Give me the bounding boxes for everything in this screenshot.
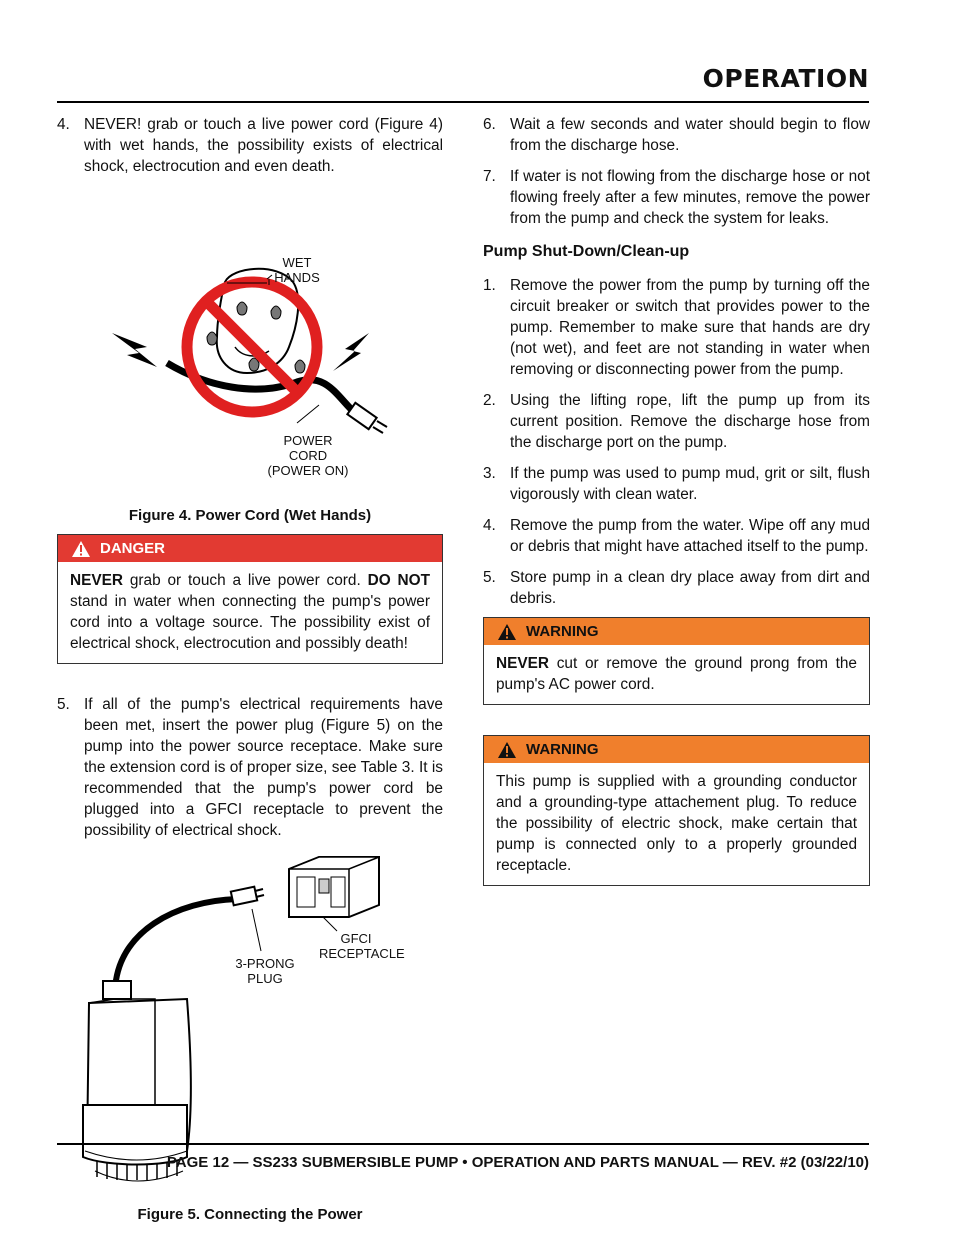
label-power-cord: POWER CORD (POWER ON) xyxy=(267,433,349,478)
figure5-caption: Figure 5. Connecting the Power xyxy=(137,1206,363,1223)
list-item: 2. Using the lifting rope, lift the pump up from its current position. Remove the discharge hose from the discharge port on the pump. xyxy=(483,392,870,451)
warning-box-ground-prong xyxy=(483,617,870,705)
danger-heading: DANGER xyxy=(100,540,166,557)
label-gfci-receptacle: GFCI RECEPTACLE xyxy=(319,931,405,961)
danger-header xyxy=(58,535,442,562)
figure4-caption: Figure 4. Power Cord (Wet Hands) xyxy=(128,507,372,524)
item-text: NEVER! grab or touch a live power cord (Figure 4) with wet hands, the possibility exists of electrical shock, electrocution and even death. xyxy=(84,116,443,175)
warning-triangle-icon xyxy=(498,624,516,640)
list-item: 4. Remove the pump from the water. Wipe off any mud or debris that might have attached itself to the pump. xyxy=(483,517,870,555)
warning-heading: WARNING xyxy=(526,741,599,758)
warning-header xyxy=(484,736,869,763)
header-rule xyxy=(57,101,869,103)
warning-text: NEVER cut or remove the ground prong from the pump's AC power cord. xyxy=(496,655,857,693)
warning-triangle-icon xyxy=(498,742,516,758)
label-3-prong-plug: 3-PRONG PLUG xyxy=(235,956,295,986)
footer-rule xyxy=(57,1143,869,1145)
list-item xyxy=(483,166,870,229)
warning-heading: WARNING xyxy=(526,623,599,640)
warning-header xyxy=(484,618,869,645)
list-item: 1. Remove the power from the pump by turning off the circuit breaker or switch that provides power to the pump. Remember to make sure that hands are dry (not wet), and feet are not standing in water when removing or disconnecting power from the pump. xyxy=(483,277,870,378)
list-item xyxy=(483,114,870,156)
list-item xyxy=(57,694,443,841)
item-number: 5. xyxy=(57,696,70,713)
page-title: OPERATION xyxy=(702,64,869,93)
figure-power-cord-wet-hands xyxy=(57,187,443,478)
warning-text: This pump is supplied with a grounding conductor and a grounding-type attachement plug. To reduce the possibility of electric shock, make certain that pump is connected only to a properly grounded receptacle. xyxy=(496,773,857,874)
section-heading: Pump Shut-Down/Clean-up xyxy=(483,243,690,260)
left-column xyxy=(57,114,443,1223)
list-item: 5. Store pump in a clean dry place away from dirt and debris. xyxy=(483,569,870,607)
item-number: 7. xyxy=(483,168,496,185)
label-wet-hands: WET HANDS xyxy=(274,255,320,285)
danger-text: NEVER grab or touch a live power cord. DO NOT stand in water when connecting the pump's power cord into a voltage source. The possibility exist of electrical shock, electrocution and possibly death! xyxy=(70,572,430,652)
wet-hands-illustration xyxy=(57,187,443,439)
list-item xyxy=(57,114,443,177)
warning-box-grounding xyxy=(483,735,870,886)
item-number: 4. xyxy=(57,116,70,133)
item-text: If water is not flowing from the discharge hose or not flowing freely after a few minutes, remove the power from the pump and check the system for leaks. xyxy=(510,168,870,227)
item-number: 6. xyxy=(483,116,496,133)
warning-triangle-icon xyxy=(72,541,90,557)
list-item: 3. If the pump was used to pump mud, grit or silt, flush vigorously with clean water. xyxy=(483,465,870,503)
danger-box xyxy=(57,534,443,664)
right-column xyxy=(483,114,870,896)
item-text: If all of the pump's electrical requirements have been met, insert the power plug (Figure 5) on the pump into the power source receptace. Make sure the extension cord is of proper size, see Table 3. It is recommended that the pump's power cord be plugged into a GFCI receptacle to prevent the possibility of electrical shock. xyxy=(84,696,443,839)
item-text: Wait a few seconds and water should begin to flow from the discharge hose. xyxy=(510,116,870,154)
page-footer: PAGE 12 — SS233 SUBMERSIBLE PUMP • OPERATION AND PARTS MANUAL — REV. #2 (03/22/10) xyxy=(166,1154,869,1171)
